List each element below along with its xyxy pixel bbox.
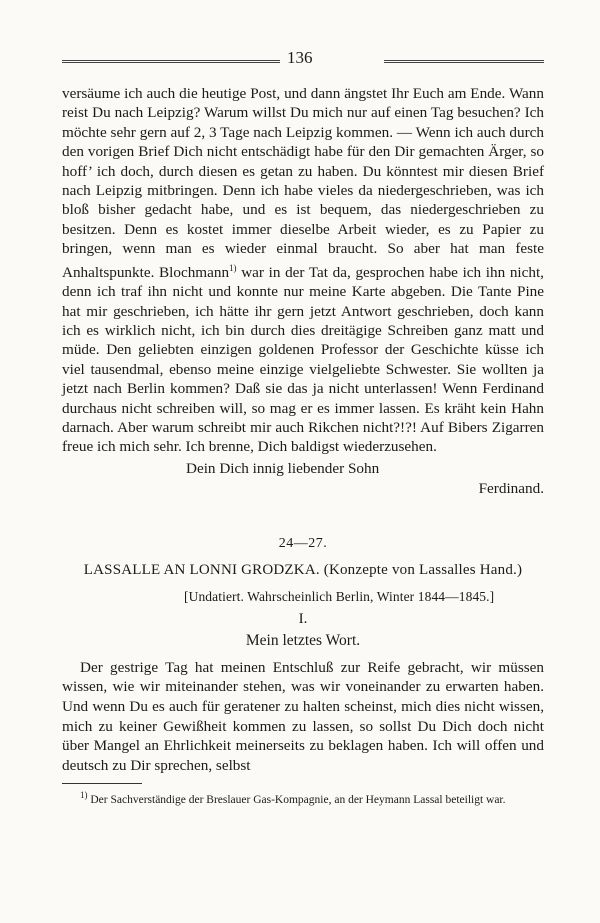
footnote-text: Der Sachverständige der Breslauer Gas-Kompagnie, an der Heymann Lassal beteiligt war. <box>87 794 506 807</box>
letter-body <box>62 84 544 457</box>
document-number: 24—27. <box>278 535 328 551</box>
section-number: I. <box>298 610 308 627</box>
footnote-marker: 1) <box>80 790 88 801</box>
page-number: 136 <box>287 48 313 67</box>
document-title: LASSALLE AN LONNI GRODZKA. (Konzepte von Lassalles Hand.) <box>83 561 523 578</box>
running-header <box>62 48 544 72</box>
page <box>62 48 544 808</box>
header-rule-left <box>62 60 280 63</box>
closing-line: Dein Dich innig liebender Sohn <box>186 459 380 477</box>
letter-body-text: versäume ich auch die heutige Post, und dann ängstet Ihr Euch am Ende. Wann reist Du nach Leipzig? Warum willst Du mich nur auf einen Tag besuchen? Ich möchte sehr gern auf 2, 3 Tage nach Leipzig kommen. — Wenn ich auch durch den vorigen Brief Dich nicht entschädigt habe für den Dir gemachten Ärger, so hoff’ ich doch, durch diesen es getan zu haben. Du könntest mir diesen Brief nach Leipzig mitbringen. Denn ich habe vieles da niedergeschrieben, was ich bloß bisher gedacht habe, und es ist bequem, das niedergeschrieben zu besitzen. Denn es kostet immer dieselbe Arbeit wieder, es zu Papier zu bringen, wenn man es wieder einmal braucht. So aber hat man feste Anhaltspunkte. Blochmann <box>62 85 544 281</box>
section-title: Mein letztes Wort. <box>245 631 361 649</box>
footnote <box>62 788 544 808</box>
document-dateline: [Undatiert. Wahrscheinlich Berlin, Winter 1844—1845.] <box>184 588 495 604</box>
header-rule-right <box>384 60 544 63</box>
letter-body-continued: war in der Tat da, gesprochen habe ich ihn nicht, denn ich traf ihn nicht und konnte nur meine Karte abgeben. Die Tante Pine hat mir geschrieben, ich hätte ihr gern jetzt Antwort geschrieben, doch kann ich es wirklich nicht, ich bin durch dies dreitägige Schreiben ganz matt und müde. Den geliebten einzigen goldenen Professor der Geschichte küsse ich viel tausendmal, ebenso meine einzige vielgeliebte Schwester. Sie wollten ja jetzt nach Berlin kommen? Daß sie das ja nicht unterlassen! Wenn Ferdinand durchaus nicht schreiben will, so mag er es immer lassen. Es kräht kein Hahn darnach. Aber warum schreibt mir auch Rikchen nicht?!?! Auf Bibers Zigarren freue ich mich sehr. Ich brenne, Dich baldigst wiederzusehen. <box>62 263 544 456</box>
signature: Ferdinand. <box>478 479 544 497</box>
footnote-rule <box>62 783 142 784</box>
second-letter-body: Der gestrige Tag hat meinen Entschluß zur Reife gebracht, wir müssen wissen, wie wir miteinander stehen, was wir voneinander zu erwarten haben. Und wenn Du es auch für geratener zu halten scheinst, mich dies nicht wissen, mich zu keiner Gewißheit kommen zu lassen, so sollst Du Dich doch nicht über Mangel an Ehrlichkeit meinerseits zu beklagen haben. Ich will offen und deutsch zu Dir sprechen, selbst <box>62 658 544 774</box>
footnote-reference: 1) <box>229 262 237 273</box>
